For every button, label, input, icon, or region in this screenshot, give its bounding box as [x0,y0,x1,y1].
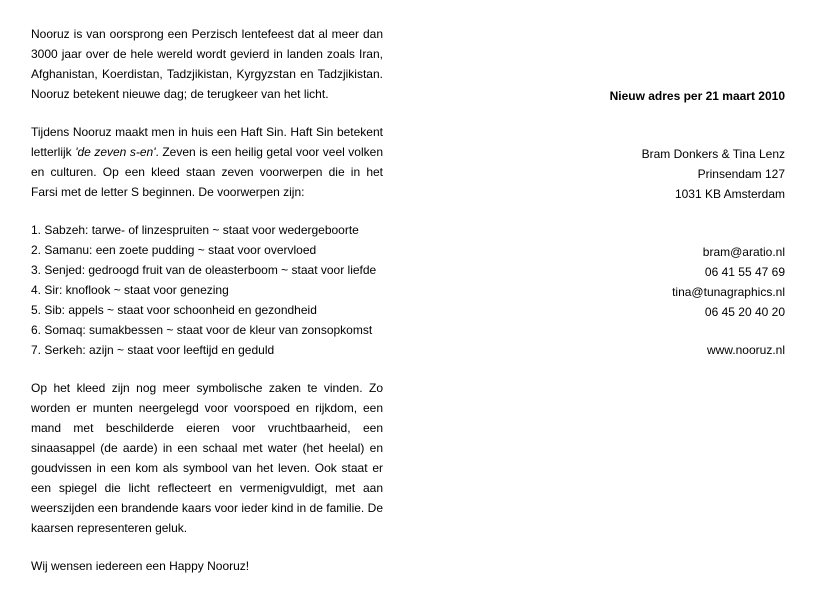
contact-spacer [485,322,785,340]
list-item: 4. Sir: knoflook ~ staat voor genezing [31,283,229,297]
haft-sin-paragraph [31,122,383,202]
list-item: 1. Sabzeh: tarwe- of linzespruiten ~ staat voor wedergeboorte [31,223,359,237]
haft-sin-items-list [31,220,383,360]
closing-line: Wij wensen iedereen een Happy Nooruz! [31,559,250,573]
contact-block [485,242,785,360]
website-link[interactable]: www.nooruz.nl [706,343,785,357]
haft-sin-quote: 'de zeven s-en' [75,145,156,159]
list-item: 3. Senjed: gedroogd fruit van de oleasterboom ~ staat voor liefde [31,263,377,277]
list-item: 5. Sib: appels ~ staat voor schoonheid en gezondheid [31,303,317,317]
list-item: 6. Somaq: sumakbessen ~ staat voor de kleur van zonsopkomst [31,323,373,337]
intro-paragraph: Nooruz is van oorsprong een Perzisch lentefeest dat al meer dan 3000 jaar over de hele wereld wordt gevierd in landen zoals Iran, Afghanistan, Koerdistan, Tadzjikistan, Kyrgyzstan en Tadzjikistan. Nooruz betekent nieuwe dag; de terugkeer van het licht. [31,27,383,101]
symbols-paragraph: Op het kleed zijn nog meer symbolische zaken te vinden. Zo worden er munten neergelegd voor voorspoed en rijkdom, een mand met beschilderde eieren voor vruchtbaarheid, een sinaasappel (de aarde) in een schaal met water (het heelal) en goudvissen in een kom als symbool van het leven. Ook staat er een spiegel die licht reflecteert en vermenigvuldigt, met aan weerszijden een brandende kaars voor ieder kind in de familie. De kaarsen representeren geluk. [31,381,383,535]
email-link-bram[interactable]: bram@aratio.nl [702,245,785,259]
address-city: 1031 KB Amsterdam [674,187,785,201]
main-text-column [31,24,383,576]
new-address-heading: Nieuw adres per 21 maart 2010 [609,89,785,103]
address-column [485,86,785,360]
list-item: 2. Samanu: een zoete pudding ~ staat voor overvloed [31,243,317,257]
phone-bram: 06 41 55 47 69 [704,265,785,279]
haft-sin-text-part1: Tijdens Nooruz maakt men in huis een Haft Sin. Haft Sin betekent letterlijk [31,125,383,159]
address-names: Bram Donkers & Tina Lenz [641,147,785,161]
phone-tina: 06 45 20 40 20 [704,305,785,319]
email-link-tina[interactable]: tina@tunagraphics.nl [672,285,785,299]
address-street: Prinsendam 127 [697,167,785,181]
haft-sin-text-part2: . Zeven is een heilig getal voor veel volken en culturen. Op een kleed staan zeven voorwerpen die in het Farsi met de letter S beginnen. De voorwerpen zijn: [31,145,383,199]
list-item: 7. Serkeh: azijn ~ staat voor leeftijd en geduld [31,343,275,357]
address-block [485,144,785,204]
